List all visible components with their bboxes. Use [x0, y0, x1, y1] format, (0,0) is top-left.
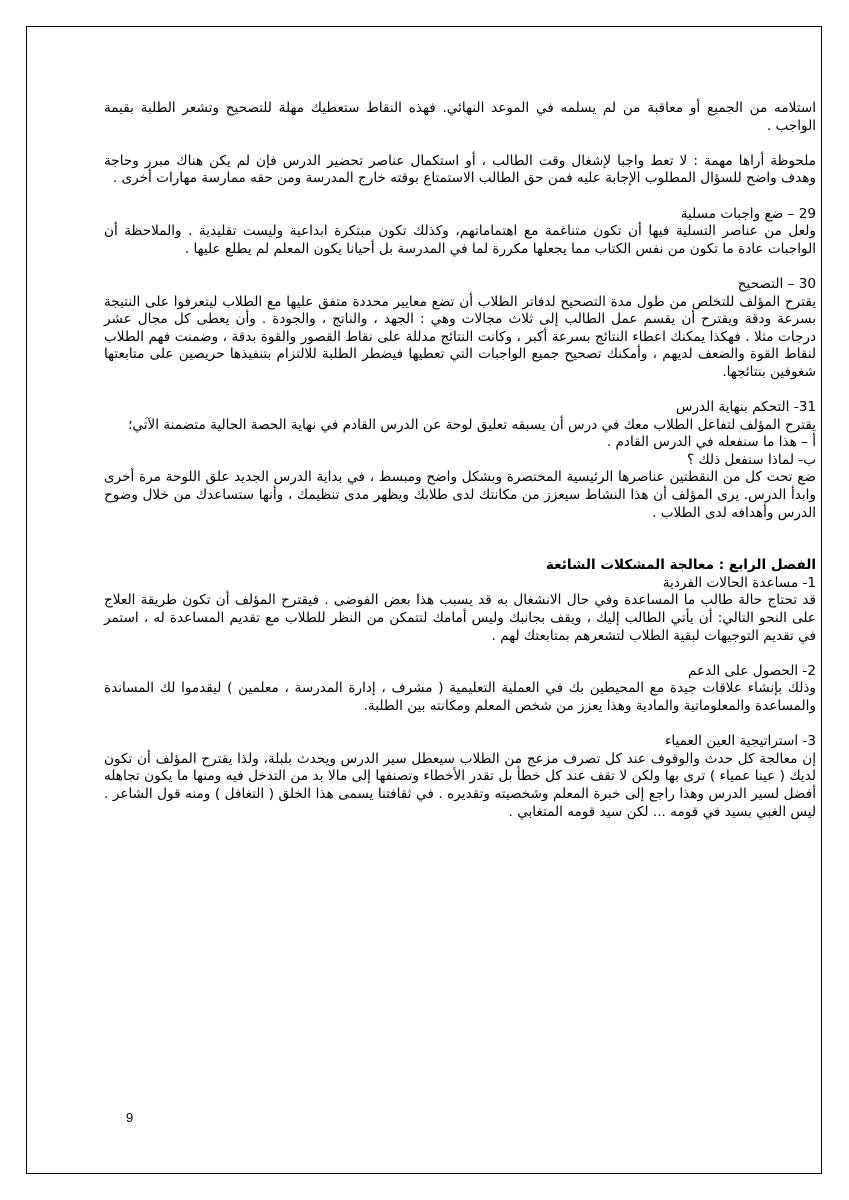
page-number: 9 [126, 1110, 134, 1125]
section-31-body-2: ضع تحت كل من النقطتين عناصرها الرئيسية المختصرة وبشكل واضح ومبسط ، في بداية الدرس الجديد علق اللوحة مرة أخرى وابدأ الدرس. يرى المؤلف أن هذا النشاط سيعزز من مكانتك لدى طلابك ويظهر مدى تنظيمك ، وأنها ستساعدك من خلال وضوح الدرس وأهدافه لدى الطلاب . [104, 469, 816, 521]
chapter-title: الفصل الرابع : معالجة المشكلات الشائعة [545, 557, 816, 574]
section-30-heading: 30 – التصحيح [737, 275, 816, 292]
section-31-item-b: ب- لماذا سنفعل ذلك ؟ [686, 451, 816, 468]
chapter-section-3-body: إن معالجة كل حدث والوقوف عند كل تصرف مزعج من الطلاب سيعطل سير الدرس ويحدث بلبلة، ولذا يقترح المؤلف أن تكون لديك ( عينا عمياء ) ترى بها ولكن لا تقف عند كل خطأ بل تقدر الأخطاء وتصنفها إلى مالا بد من التدخل فيه ومنها ما يكون تجاهله أفضل لسير الدرس وهذا راجع إلى خبرة المعلم وشخصيته وتقديره . في ثقافتنا يسمى هذا الخلق ( التغافل ) ومنه قول الشاعر . ليس الغبي بسيد في قومه ... لكن سيد قومه المتغابي . [104, 750, 816, 820]
section-31-item-a: أ – هذا ما سنفعله في الدرس القادم . [606, 434, 816, 451]
chapter-section-2-body: وذلك بإنشاء علاقات جيدة مع المحيطين بك في العملية التعليمية ( مشرف ، إدارة المدرسة ، معلمين ) ليقدموا لك المساندة والمساعدة والمعلوماتية والمادية وهذا يعزز من شخص المعلم ومكانته بين الطلبة. [104, 680, 816, 714]
chapter-section-1-heading: 1- مساعدة الحالات الفردية [662, 574, 816, 591]
section-29-heading: 29 – ضع واجبات مسلية [680, 205, 816, 222]
chapter-section-1-body: قد تحتاج حالة طالب ما المساعدة وفي حال الانشغال به قد يسبب هذا بعض الفوضى . فيقترح المؤلف أن تكون طريقة العلاج على النحو التالي: أن يأتي الطالب إليك ، ويقف بجانبك وليس أمامك لتتمكن من النظر للطلاب مع تقديم المساعدة له ، استمر في تقديم التوجيهات لبقية الطلاب لتشعرهم بمتابعتك لهم . [104, 592, 816, 644]
intro-paragraph: استلامه من الجميع أو معاقبة من لم يسلمه في الموعد النهائي. فهذه النقاط ستعطيك مهلة للتصحيح وتشعر الطلبة بقيمة الواجب . [104, 100, 816, 134]
section-30-body: يقترح المؤلف للتخلص من طول مدة التصحيح لدفاتر الطلاب أن تضع معايير محددة متفق عليها مع الطلاب ليتعرفوا على النتيجة بسرعة ودقة ويقترح أن يقسم عمل الطالب إلى ثلاث مجالات وهي : الجهد ، والناتج ، والجودة . وأن يعطى كل مجال عشر درجات مثلا . فهكذا يمكنك اعطاء النتائج بسرعة أكبر ، وكانت النتائج مدللة على نقاط القصور والقوة بدقة ، وضمنت فهم الطلاب لنقاط القوة والضعف لديهم ، وأمكنك تصحيح جميع الواجبات التي تعطيها فيضطر الطلبة للالتزام بتنفيذها حريصين على متابعتها شغوفين بنتائجها. [104, 293, 816, 380]
section-29-body: ولعل من عناصر التسلية فيها أن تكون متناغمة مع اهتماماتهم، وكذلك تكون مبتكرة ابداعية وليست تقليدية . والملاحظة أن الواجبات عادة ما تكون من نفس الكتاب مما يجعلها مكررة لما في المدرسة بل أحيانا يكون المعلم لم يطلع عليها . [104, 223, 816, 257]
note-paragraph: ملحوظة أراها مهمة : لا تعط واجبا لإشغال وقت الطالب ، أو استكمال عناصر تحضير الدرس فإن لم يكن هناك مبرر وحاجة وهدف واضح للسؤال المطلوب الإجابة عليه فمن حق الطالب الاستمتاع بوقته خارج المدرسة ومن حقه ممارسة مهارات أخرى . [104, 152, 816, 187]
document-body [104, 100, 816, 821]
section-31-heading: 31- التحكم بنهاية الدرس [675, 399, 816, 416]
section-31-body: يقترح المؤلف لتفاعل الطلاب معك في درس أن يسبقه تعليق لوحة عن الدرس القادم في نهاية الحصة الحالية متضمنة الآتي؛ [128, 416, 816, 433]
chapter-section-3-heading: 3- استراتيجية العين العمياء [664, 733, 816, 750]
chapter-section-2-heading: 2- الحصول على الدعم [687, 662, 816, 679]
